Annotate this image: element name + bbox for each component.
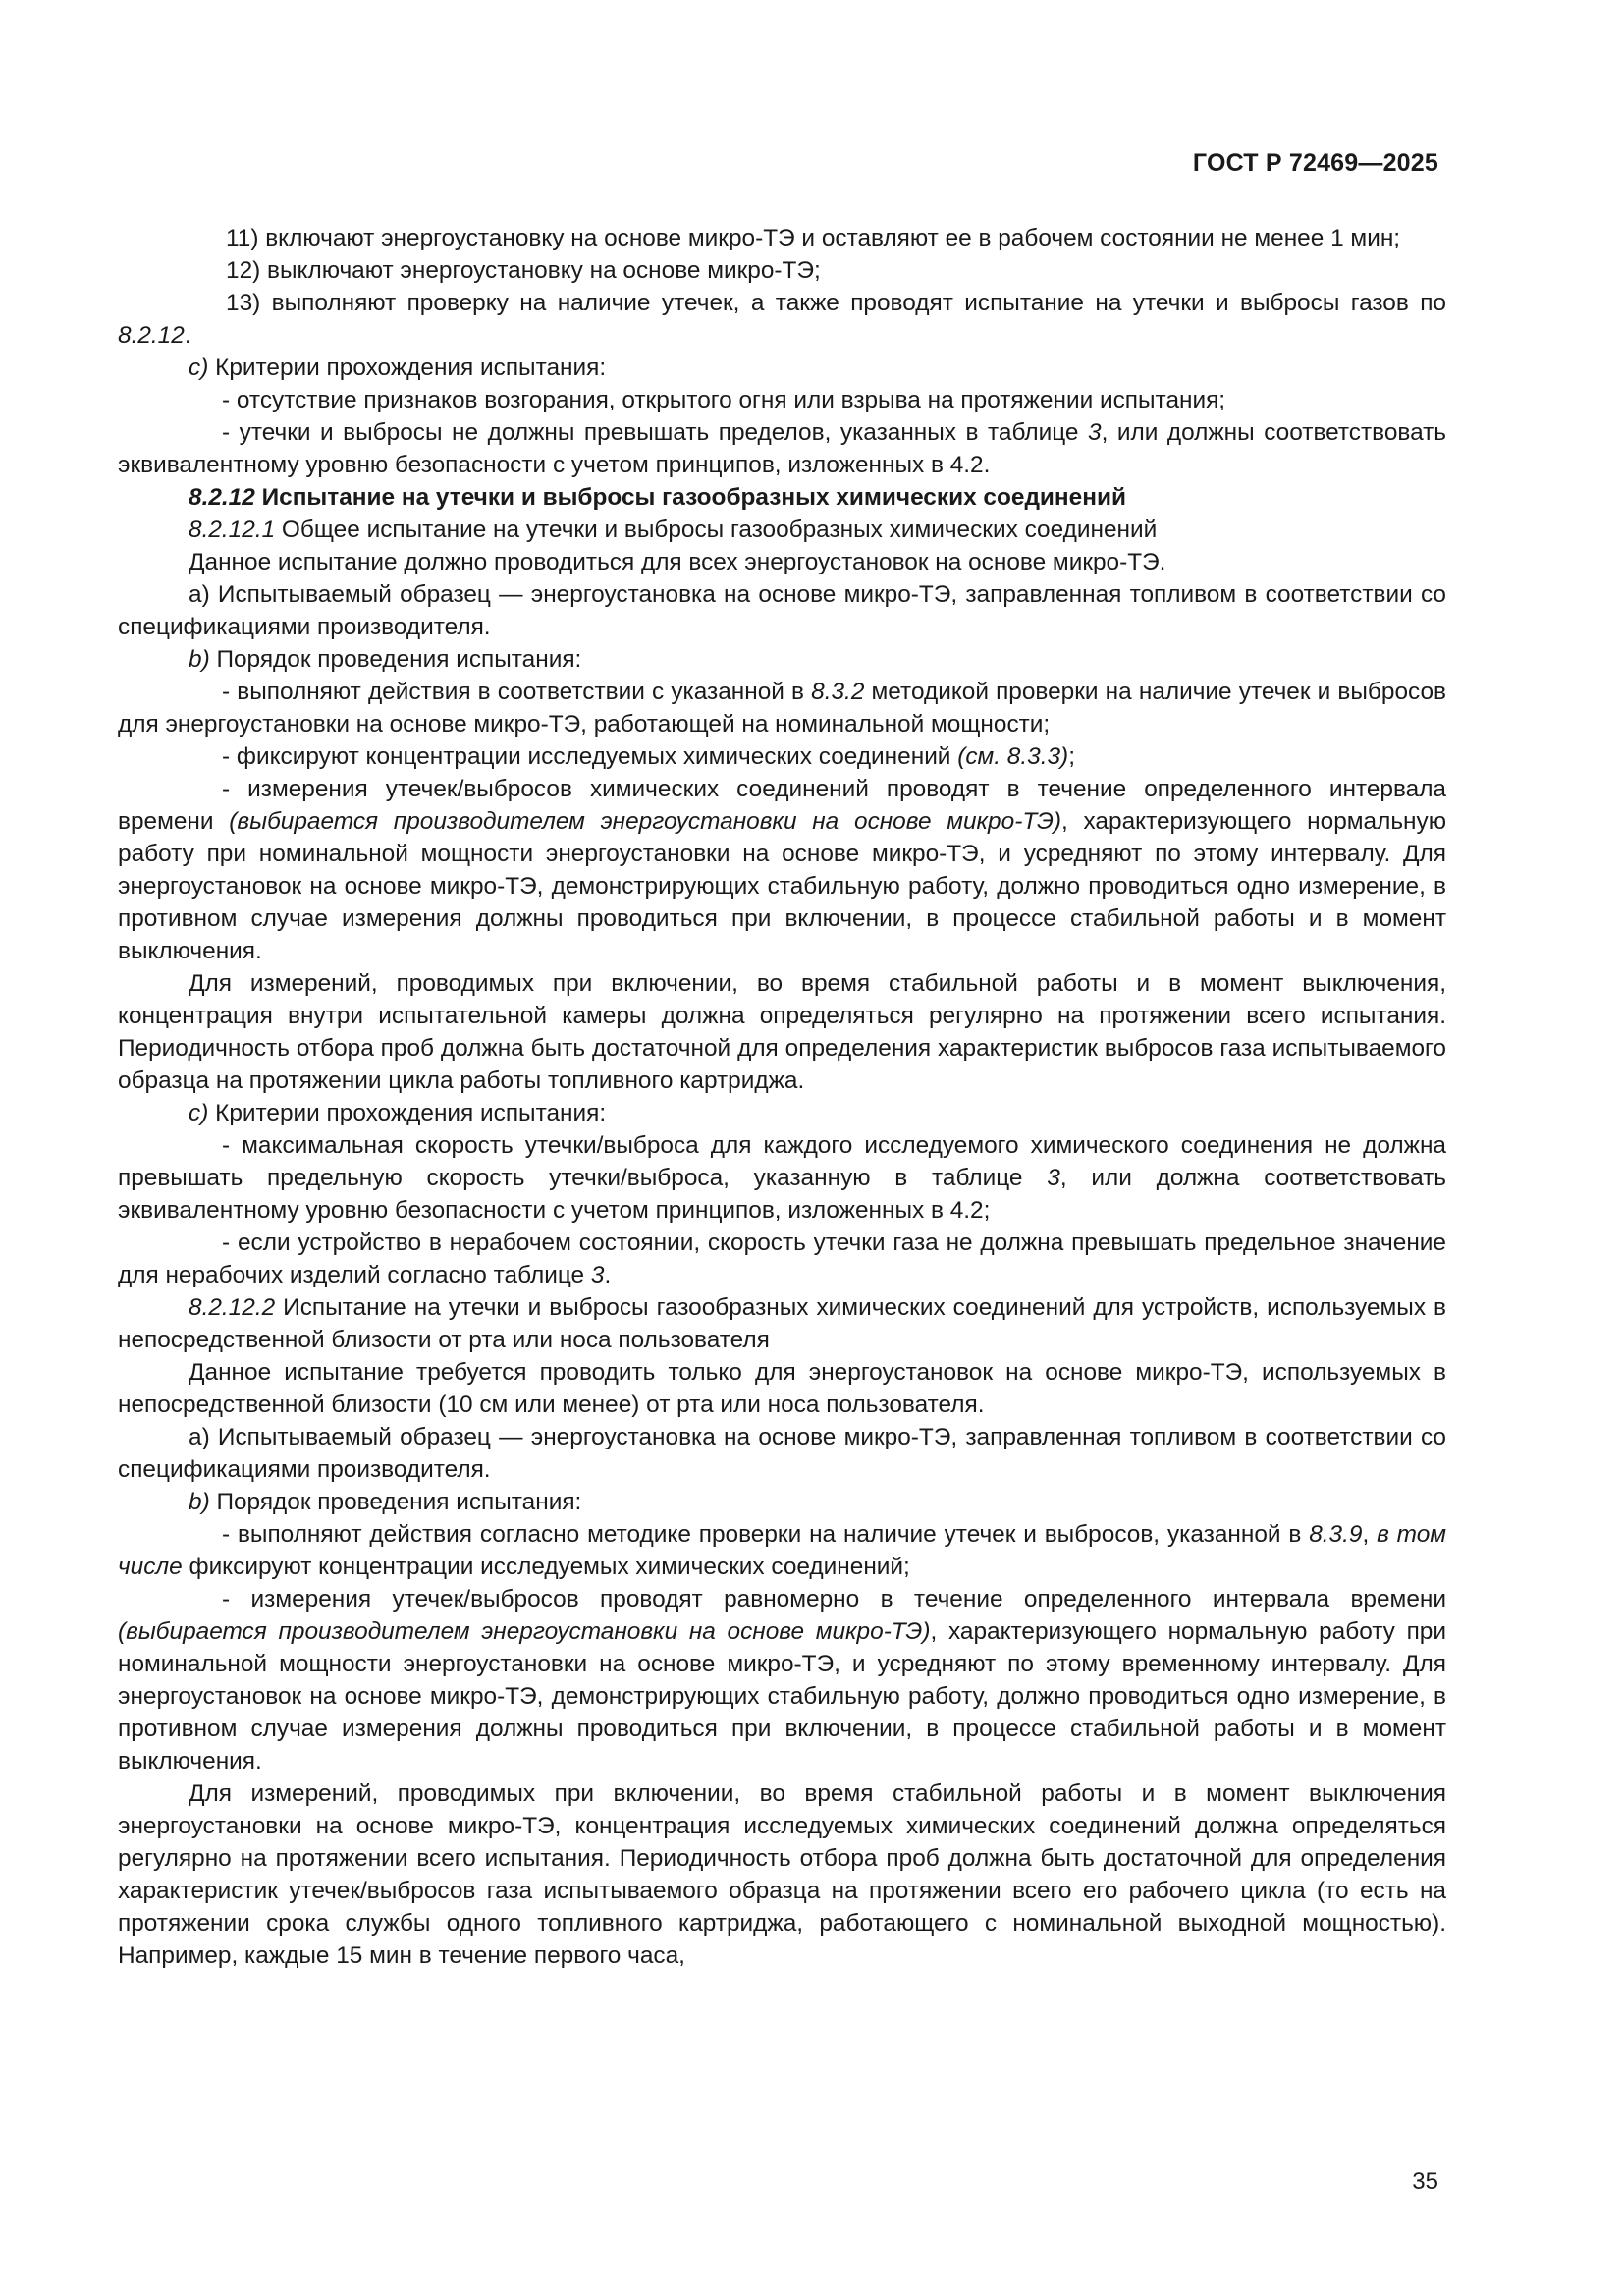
paragraph: b) Порядок проведения испытания: (189, 646, 582, 673)
paragraph: 13) выполняют проверку на наличие утечек, а также проводят испытание на утечки и выбросы газов по 8.2.12. (118, 290, 1446, 349)
paragraph: - максимальная скорость утечки/выброса для каждого исследуемого химического соединения не должна превышать предельную скорость утечки/выброса, указанную в таблице 3, или должна соответствовать эквивалентному уровню безопасности с учетом принципов, изложенных в 4.2; (118, 1132, 1446, 1224)
paragraph: - фиксируют концентрации исследуемых химических соединений (см. 8.3.3); (222, 743, 1075, 770)
paragraph: - если устройство в нерабочем состоянии, скорость утечки газа не должна превышать предельное значение для нерабочих изделий согласно таблице 3. (118, 1230, 1446, 1288)
paragraph: - измерения утечек/выбросов проводят равномерно в течение определенного интервала времени (выбирается производителем энергоустановки на основе микро-ТЭ), характеризующего нормальную работу при номинальной мощности энергоустановки на основе микро-ТЭ, и усредняют по этому временному интервалу. Для энергоустановок на основе микро-ТЭ, демонстрирующих стабильную работу, должно проводиться одно измерение, в противном случае измерения должны проводиться при включении, в процессе стабильной работы и в момент выключения. (118, 1586, 1446, 1775)
paragraph: - выполняют действия согласно методике проверки на наличие утечек и выбросов, указанной в 8.3.9, в том числе фиксируют концентрации исследуемых химических соединений; (118, 1521, 1446, 1580)
paragraph: - отсутствие признаков возгорания, открытого огня или взрыва на протяжении испытания; (222, 387, 1226, 413)
paragraph: c) Критерии прохождения испытания: (189, 1100, 607, 1126)
page-number: 35 (1412, 2168, 1438, 2195)
paragraph: - выполняют действия в соответствии с указанной в 8.3.2 методикой проверки на наличие утечек и выбросов для энергоустановки на основе микро-ТЭ, работающей на номинальной мощности; (118, 679, 1447, 738)
section-heading: 8.2.12 Испытание на утечки и выбросы газообразных химических соединений (189, 484, 1126, 511)
paragraph: - утечки и выбросы не должны превышать пределов, указанных в таблице 3, или должны соответствовать эквивалентному уровню безопасности с учетом принципов, изложенных в 4.2. (118, 419, 1446, 478)
paragraph: 8.2.12.2 Испытание на утечки и выбросы газообразных химических соединений для устройств, используемых в непосредственной близости от рта или носа пользователя (118, 1294, 1446, 1353)
paragraph: а) Испытываемый образец — энергоустановка на основе микро-ТЭ, заправленная топливом в соответствии со спецификациями производителя. (118, 581, 1446, 640)
paragraph: - измерения утечек/выбросов химических соединений проводят в течение определенного интервала времени (выбирается производителем энергоустановки на основе микро-ТЭ), характеризующего нормальную работу при номинальной мощности энергоустановки на основе микро-ТЭ, и усредняют по этому интервалу. Для энергоустановок на основе микро-ТЭ, демонстрирующих стабильную работу, должно проводиться одно измерение, в противном случае измерения должны проводиться при включении, в процессе стабильной работы и в момент выключения. (118, 776, 1446, 964)
paragraph: Данное испытание требуется проводить только для энергоустановок на основе микро-ТЭ, используемых в непосредственной близости (10 см или менее) от рта или носа пользователя. (118, 1359, 1446, 1418)
paragraph: а) Испытываемый образец — энергоустановка на основе микро-ТЭ, заправленная топливом в соответствии со спецификациями производителя. (118, 1424, 1446, 1483)
paragraph: Данное испытание должно проводиться для всех энергоустановок на основе микро-ТЭ. (189, 549, 1166, 575)
document-body (118, 222, 1446, 1972)
paragraph: 12) выключают энергоустановку на основе микро-ТЭ; (226, 257, 821, 284)
paragraph: Для измерений, проводимых при включении, во время стабильной работы и в момент выключения, концентрация внутри испытательной камеры должна определяться регулярно на протяжении всего испытания. Периодичность отбора проб должна быть достаточной для определения характеристик выбросов газа испытываемого образца на протяжении цикла работы топливного картриджа. (118, 970, 1446, 1094)
paragraph: b) Порядок проведения испытания: (189, 1489, 582, 1515)
paragraph: c) Критерии прохождения испытания: (189, 355, 607, 381)
paragraph: Для измерений, проводимых при включении, во время стабильной работы и в момент выключения энергоустановки на основе микро-ТЭ, концентрация исследуемых химических соединений должна определяться регулярно на протяжении всего испытания. Периодичность отбора проб должна быть достаточной для определения характеристик утечек/выбросов газа испытываемого образца на протяжении всего его рабочего цикла (то есть на протяжении срока службы одного топливного картриджа, работающего с номинальной выходной мощностью). Например, каждые 15 мин в течение первого часа, (118, 1780, 1446, 1969)
paragraph: 8.2.12.1 Общее испытание на утечки и выбросы газообразных химических соединений (189, 517, 1158, 543)
paragraph: 11) включают энергоустановку на основе микро-ТЭ и оставляют ее в рабочем состоянии не менее 1 мин; (226, 225, 1401, 251)
document-number: ГОСТ Р 72469—2025 (1192, 149, 1438, 177)
